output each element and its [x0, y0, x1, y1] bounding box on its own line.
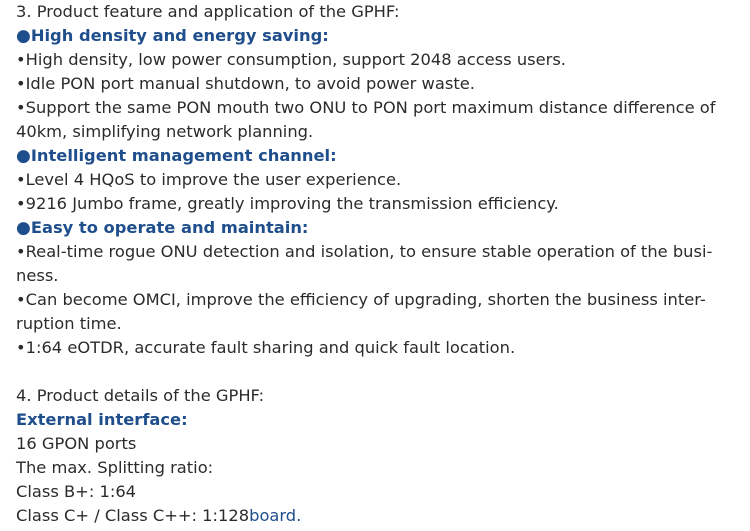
- board-suffix-text: board.: [249, 506, 302, 525]
- detail-line-last: [16, 504, 744, 528]
- feature-heading-label: Intelligent management channel:: [30, 146, 337, 165]
- feature-line: ness.: [16, 266, 59, 285]
- feature-line: •Idle PON port manual shutdown, to avoid power waste.: [16, 74, 475, 93]
- detail-line: Class B+: 1:64: [16, 482, 137, 501]
- class-c-ratio-text: Class C+ / Class C++: 1:128: [16, 506, 250, 525]
- detail-line: 16 GPON ports: [16, 434, 137, 453]
- external-interface-heading: External interface:: [16, 410, 188, 429]
- section-spacer: [16, 360, 744, 384]
- feature-heading-density: [16, 24, 744, 48]
- bullet-dot-icon: ●: [16, 146, 31, 166]
- bullet-dot-icon: ●: [16, 26, 31, 46]
- feature-line: •Level 4 HQoS to improve the user experience.: [16, 170, 402, 189]
- feature-line: •Can become OMCI, improve the efficiency of upgrading, shorten the business inter-: [16, 290, 706, 309]
- feature-line: ruption time.: [16, 314, 122, 333]
- feature-line: 40km, simplifying network planning.: [16, 122, 314, 141]
- detail-line: The max. Splitting ratio:: [16, 458, 214, 477]
- section-4-title: 4. Product details of the GPHF:: [16, 386, 265, 405]
- feature-line: •Support the same PON mouth two ONU to PON port maximum distance difference of: [16, 98, 716, 117]
- feature-heading-label: Easy to operate and maintain:: [30, 218, 309, 237]
- feature-heading-management: [16, 144, 744, 168]
- feature-line: •High density, low power consumption, support 2048 access users.: [16, 50, 566, 69]
- feature-line: •9216 Jumbo frame, greatly improving the transmission efficiency.: [16, 194, 559, 213]
- section-3-title: 3. Product feature and application of the GPHF:: [16, 2, 400, 21]
- bullet-dot-icon: ●: [16, 218, 31, 238]
- feature-heading-label: High density and energy saving:: [30, 26, 329, 45]
- feature-line: •Real-time rogue ONU detection and isolation, to ensure stable operation of the busi-: [16, 242, 713, 261]
- feature-heading-maintain: [16, 216, 744, 240]
- feature-line: •1:64 eOTDR, accurate fault sharing and quick fault location.: [16, 338, 516, 357]
- document: [16, 0, 744, 528]
